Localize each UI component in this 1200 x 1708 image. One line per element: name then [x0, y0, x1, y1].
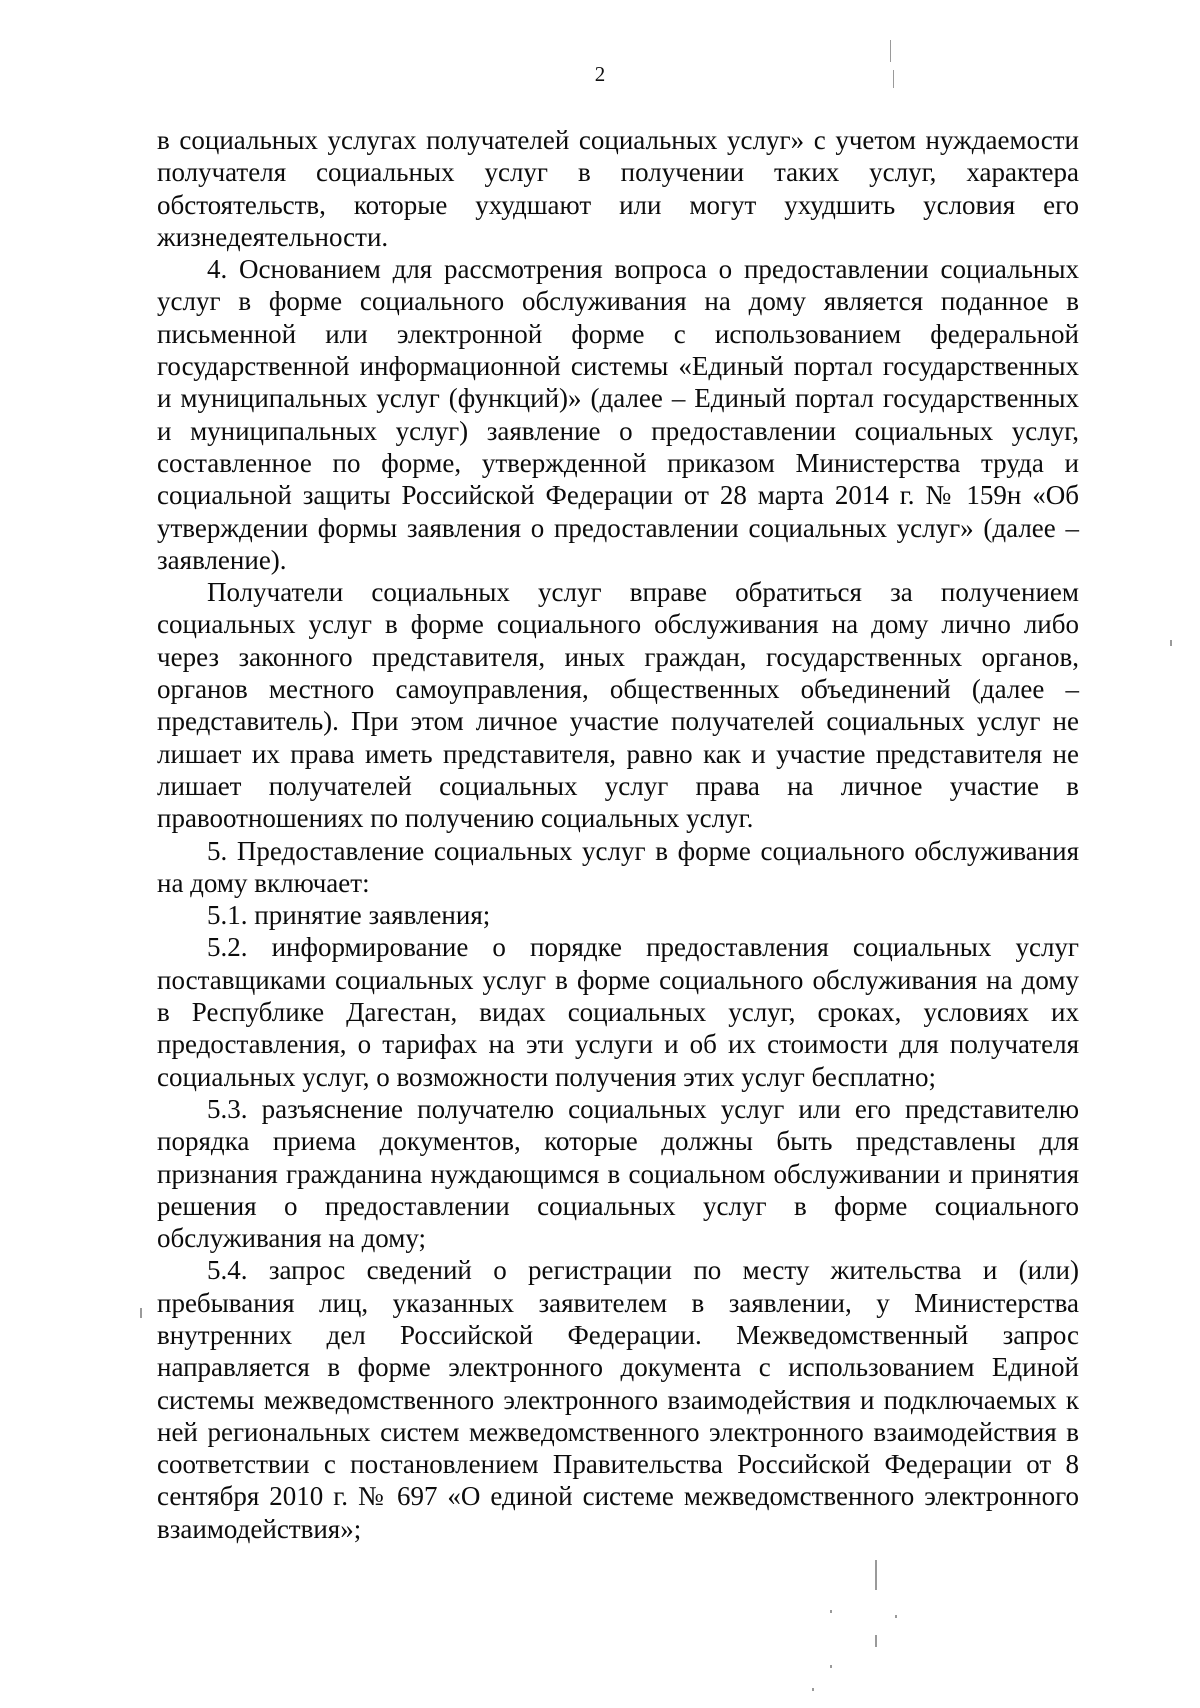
scan-mark	[875, 1635, 877, 1647]
scan-mark	[890, 40, 891, 62]
paragraph-item-5-2: 5.2. информирование о порядке предоставления социальных услуг поставщиками социальных услуг в форме социального обслуживания на дому в Республике Дагестан, видах социальных услуг, сроках, условиях их предоставления, о тарифах на эти услуги и об их стоимости для получателя социальных услуг, о возможности получения этих услуг бесплатно;	[157, 932, 1079, 1092]
scan-mark	[875, 1560, 877, 1590]
paragraph-item-4: 4. Основанием для рассмотрения вопроса о предоставлении социальных услуг в форме социального обслуживания на дому является поданное в письменной или электронной форме с использованием федеральной государственной информационной системы «Единый портал государственных и муниципальных услуг (функций)» (далее – Единый портал государственных и муниципальных услуг) заявление о предоставлении социальных услуг, составленное по форме, утвержденной приказом Министерства труда и социальной защиты Российской Федерации от 28 марта 2014 г. № 159н «Об утверждении формы заявления о предоставлении социальных услуг» (далее – заявление).	[157, 254, 1079, 575]
paragraph-continuation: в социальных услугах получателей социальных услуг» с учетом нуждаемости получателя социальных услуг в получении таких услуг, характера обстоятельств, которые ухудшают или могут ухудшить условия его жизнедеятельности.	[157, 125, 1079, 252]
page-number: 2	[594, 62, 606, 86]
paragraph-recipients: Получатели социальных услуг вправе обратиться за получением социальных услуг в форме социального обслуживания на дому лично либо через законного представителя, иных граждан, государственных органов, органов местного самоуправления, общественных объединений (далее – представитель). При этом личное участие получателей социальных услуг не лишает их права иметь представителя, равно как и участие представителя не лишает получателей социальных услуг права на личное участие в правоотношениях по получению социальных услуг.	[157, 577, 1079, 834]
scan-mark	[140, 1308, 142, 1318]
scan-mark	[1170, 640, 1172, 646]
document-body	[157, 124, 1079, 1545]
paragraph-item-5-4: 5.4. запрос сведений о регистрации по месту жительства и (или) пребывания лиц, указанных заявителем в заявлении, у Министерства внутренних дел Российской Федерации. Межведомственный запрос направляется в форме электронного документа с использованием Единой системы межведомственного электронного взаимодействия и подключаемых к ней региональных систем межведомственного электронного взаимодействия в соответствии с постановлением Правительства Российской Федерации от 8 сентября 2010 г. № 697 «О единой системе межведомственного электронного взаимодействия»;	[157, 1255, 1079, 1544]
scan-mark	[812, 1688, 814, 1691]
scan-mark	[830, 1665, 832, 1668]
paragraph-item-5-3: 5.3. разъяснение получателю социальных услуг или его представителю порядка приема документов, которые должны быть представлены для признания гражданина нуждающимся в социальном обслуживании и принятия решения о предоставлении социальных услуг в форме социального обслуживания на дому;	[157, 1093, 1079, 1254]
scan-mark	[893, 70, 894, 88]
paragraph-item-5-1: 5.1. принятие заявления;	[207, 900, 491, 931]
paragraph-item-5: 5. Предоставление социальных услуг в форме социального обслуживания на дому включает:	[157, 835, 1079, 898]
scan-mark	[830, 1610, 832, 1613]
scan-mark	[895, 1615, 897, 1618]
